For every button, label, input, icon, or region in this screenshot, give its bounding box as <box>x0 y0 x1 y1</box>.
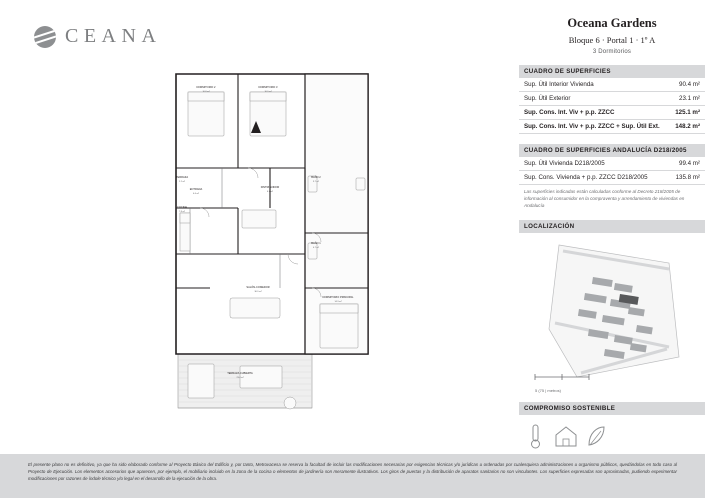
page-title: Oceana Gardens <box>567 16 657 30</box>
table-row <box>519 171 705 185</box>
room-area: 14.3 m² <box>334 301 342 303</box>
andalucia-table <box>519 157 705 185</box>
andalucia-note: Las superficies indicadas están calculadas conforme al Decreto 218/2005 de información al consumidor en la compraventa y arrendamiento de viviendas en Andalucía <box>524 189 685 208</box>
table-row <box>519 157 705 171</box>
house-icon <box>553 423 579 449</box>
unit-subtitle: Bloque 6 · Portal 1 · 1º A <box>568 35 656 45</box>
room-area: 3.7 m² <box>313 181 319 183</box>
floor-plan-drawing <box>130 58 450 418</box>
bedroom-count: 3 Dormitorios <box>592 49 632 55</box>
room-area: 2.2 m² <box>179 181 185 183</box>
brand-logo <box>34 25 161 48</box>
room-area: 4.7 m² <box>313 247 319 249</box>
surfaces-table <box>519 78 705 134</box>
section-header-andalucia: CUADRO DE SUPERFICIES ANDALUCÍA D218/2005 <box>519 144 705 157</box>
room-label: DORMITORIO 2 <box>196 86 216 89</box>
room-label: BAÑO 2 <box>311 176 321 179</box>
table-row <box>519 92 705 106</box>
surface-label: Sup. Cons. Int. Viv + p.p. ZZCC <box>519 106 669 120</box>
surface-label: Sup. Cons. Vivienda + p.p. ZZCC D218/2005 <box>519 171 667 185</box>
surface-label: Sup. Cons. Int. Viv + p.p. ZZCC + Sup. Útil Ext. <box>519 120 669 134</box>
table-row <box>519 120 705 134</box>
thermometer-icon <box>525 423 547 449</box>
room-label: DISTRIBUIDOR <box>260 186 280 189</box>
room-area: 7.8 m² <box>179 211 185 213</box>
surface-value: 135.8 m² <box>667 171 705 185</box>
legal-footer: El presente plano no es definitivo, ya que ha sido elaborado conforme al Proyecto Básico del Edificio y, por tanto, Metrovacesa se reserva la facultad de incluir las modificaciones necesarias por exigencias técnicas y/o jurídicas u ordenadas por cualesquiera administraciones u organismo públicos, quedándolas en todo caso al Proyecto de Ejecución. Los elementos accesorios que aparecen, por ejemplo, el mobiliario incluido en la zona de la cocina o elementos de jardinería son meramente ilustrativos. Los giros de puertas y la distribución de aparatos sanitarios no son vinculantes. Los superficies expresadas son aproximadas, pudiendo experimentar modificaciones por razones de índole técnico y/o legal en el desarrollo de la ejecución de la obra. <box>0 454 705 498</box>
room-area: 4.6 m² <box>193 193 199 195</box>
leaf-icon <box>585 423 607 449</box>
table-row <box>519 106 705 120</box>
ceana-globe-icon <box>34 26 56 48</box>
room-label: BAÑO 1 <box>311 242 321 245</box>
room-label: COCINA <box>176 206 188 209</box>
surface-label: Sup. Útil Interior Vivienda <box>519 78 669 92</box>
section-header-location: LOCALIZACIÓN <box>519 220 705 233</box>
location-map <box>519 237 705 392</box>
map-scale-caption: 5 (75 | metros) <box>535 387 561 393</box>
room-label: TERRAZA <box>175 176 189 179</box>
surface-value: 148.2 m² <box>669 120 705 134</box>
table-row <box>519 78 705 92</box>
sustainability-icons <box>519 415 705 449</box>
room-label: TERRAZA CUBIERTA <box>227 372 253 375</box>
section-header-sustainable: COMPROMISO SOSTENIBLE <box>519 402 705 415</box>
room-area: 23.4 m² <box>236 377 244 379</box>
info-panel <box>519 0 705 498</box>
surface-value: 99.4 m² <box>667 157 705 171</box>
surface-value: 90.4 m² <box>669 78 705 92</box>
room-area: 30.9 m² <box>254 291 262 293</box>
surface-label: Sup. Útil Exterior <box>519 92 669 106</box>
section-header-surfaces: CUADRO DE SUPERFICIES <box>519 65 705 78</box>
room-label: DORMITORIO PRINCIPAL <box>322 296 354 299</box>
room-label: ENTRADA <box>189 188 203 191</box>
room-area: 6.7 m² <box>267 191 273 193</box>
surface-value: 125.1 m² <box>669 106 705 120</box>
room-label: DORMITORIO 3 <box>258 86 278 89</box>
room-label: SALÓN-COMEDOR <box>246 286 270 289</box>
surface-value: 23.1 m² <box>669 92 705 106</box>
room-area: 10.8 m² <box>202 91 210 93</box>
room-area: 10.9 m² <box>264 91 272 93</box>
surface-label: Sup. Útil Vivienda D218/2005 <box>519 157 667 171</box>
brand-name: CEANA <box>65 25 162 47</box>
